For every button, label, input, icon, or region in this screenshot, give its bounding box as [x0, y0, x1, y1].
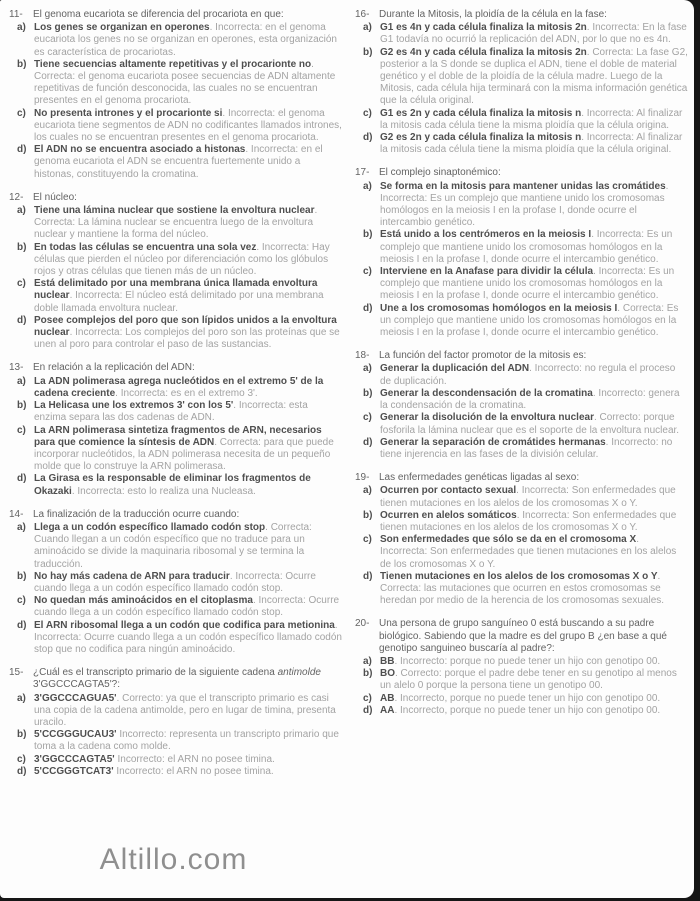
question-text: En relación a la replicación del ADN:	[33, 362, 195, 374]
option-text	[34, 595, 342, 619]
option-answer: G2 es 2n y cada célula finaliza la mitosis n	[380, 132, 582, 144]
option-row	[17, 522, 342, 571]
option-letter: b)	[17, 241, 27, 253]
option-row	[363, 412, 688, 436]
option-explanation: . Incorrecta: Al finalizar la mitosis cada célula tiene la misma ploidía que la célula origina.	[380, 107, 683, 131]
option-explanation: . Correcta: La fase G2, posterior a la S donde se duplica el ADN, tiene el doble de material genético y el doble de la ploidía de la célula madre. Luego de la Mitosis, cada célula hija terminará con la misma información genética que la célula original.	[380, 46, 688, 107]
option-explanation: . Incorrecta: Hay células que pierden el núcleo por diferenciación como los glóbulos rojos y otras células que tienen más de un núcleo.	[34, 241, 330, 278]
option-explanation: . Incorrecta: Ocurre cuando llega a un codón específico llamado codón stop.	[34, 595, 340, 619]
option-answer: BB	[380, 655, 395, 667]
option-letter: c)	[363, 266, 372, 278]
option-letter: a)	[17, 22, 26, 34]
option-answer: Generar la separación de cromátides hermanas	[380, 436, 606, 448]
options-list	[9, 22, 342, 181]
option-row	[363, 534, 688, 571]
option-letter: b)	[363, 387, 373, 399]
option-letter: b)	[363, 229, 373, 241]
option-row	[17, 242, 342, 279]
question-block	[355, 472, 688, 607]
option-row	[17, 400, 342, 424]
option-answer: 3'GGCCCAGUA5'	[34, 692, 117, 704]
option-explanation: . Incorrecta: Ocurre cuando llega a un codón específico llamado codón stop.	[34, 570, 316, 594]
option-letter: c)	[17, 595, 26, 607]
option-answer: Está unido a los centrómeros en la meiosis I	[380, 229, 592, 241]
option-explanation: . Incorrecto: genera la condensación de la cromatina.	[380, 387, 680, 412]
option-answer: G2 es 4n y cada célula finaliza la mitosis 2n	[380, 46, 587, 58]
option-explanation: . Incorrecta: Es un complejo que mantiene unido los cromosomas homólogos en la meiosis I en la profase I, donde ocurre el intercambio genético.	[380, 229, 673, 265]
option-explanation: . Correcto: porque el padre debe tener en su genotipo al menos un alelo 0 porque la persona tiene un genotipo 00.	[380, 668, 677, 692]
option-letter: d)	[17, 144, 27, 156]
option-explanation: Incorrecto: representa un transcripto primario que toma a la cadena como molde.	[34, 729, 339, 753]
option-explanation: . Correcta: el genoma eucariota posee secuencias de ADN altamente repetitivas de función desconocida, las cuales no se encuentran presentes en el genoma procariota.	[34, 58, 336, 107]
question-block	[9, 362, 342, 497]
option-letter: d)	[17, 619, 27, 631]
right-question-column	[355, 9, 688, 789]
option-explanation: . Incorrecta: Es un complejo que mantiene unido los cromosomas homólogos en la meiosis I en la profase I, donde ocurre el intercambio genético.	[380, 266, 675, 302]
option-letter: d)	[17, 314, 27, 326]
option-explanation: . Incorrecta: Ocurre cuando llega a un codón específico llamado codón stop que no codifica para ningún aminoácido.	[34, 619, 342, 655]
option-explanation: . Incorrecta: esta enzima separa las dos cadenas de ADN.	[34, 400, 308, 424]
option-answer: Une a los cromosomas homólogos en la meiosis I	[380, 302, 618, 314]
options-list	[355, 656, 688, 717]
option-letter: d)	[363, 302, 373, 314]
option-row	[363, 47, 688, 108]
option-answer: Llega a un codón específico llamado codón stop	[34, 521, 266, 533]
question-number: 15-	[9, 667, 24, 679]
option-text	[34, 522, 342, 571]
question-heading	[355, 472, 688, 484]
option-row	[363, 132, 688, 156]
question-text: ¿Cuál es el transcripto primario de la siguiente cadena antimolde 3'GGCCCAGTA5'?:	[33, 667, 321, 691]
options-list	[9, 693, 342, 778]
option-text	[380, 412, 688, 436]
option-text	[380, 485, 688, 509]
option-explanation: . Incorrecto: no regula el proceso de duplicación.	[380, 363, 676, 387]
option-explanation: . Incorrecto: no tiene injerencia en las fases de la división celular.	[380, 436, 673, 460]
option-letter: d)	[17, 765, 27, 777]
options-list	[355, 363, 688, 461]
option-text	[34, 620, 342, 657]
option-text	[34, 766, 342, 778]
option-row	[363, 668, 688, 692]
option-explanation: . Correcto: porque fosforila la lámina nuclear que es el soporte de la envoltura nuclear.	[380, 412, 680, 436]
option-text	[380, 388, 688, 412]
question-text: Una persona de grupo sanguíneo 0 está buscando a su padre biológico. Sabiendo que la madre es del grupo B ¿en base a qué genotipo sanguineo buscaría al padre?:	[379, 618, 667, 654]
question-text: El complejo sinaptonémico:	[379, 167, 501, 179]
option-text	[380, 668, 688, 692]
option-text	[34, 22, 342, 59]
option-answer: En todas las células se encuentra una sola vez	[34, 241, 257, 253]
option-answer: Tienen mutaciones en los alelos de los cromosomas X o Y	[380, 570, 658, 582]
option-text	[380, 181, 688, 230]
question-heading	[9, 667, 342, 691]
option-text	[380, 693, 688, 705]
options-list	[9, 205, 342, 351]
option-letter: b)	[17, 58, 27, 70]
option-explanation: . Correcto: ya que el transcripto primario es casi una copia de la cadena antimolde, pero en lugar de timina, presenta uracilo.	[34, 692, 336, 728]
option-explanation: . Incorrecta: El núcleo está delimitado por una membrana doble llamada envoltura nuclear.	[34, 290, 324, 314]
option-text	[34, 205, 342, 242]
question-block	[9, 9, 342, 181]
option-answer: Tiene una lámina nuclear que sostiene la envoltura nuclear	[34, 205, 315, 217]
question-heading	[355, 167, 688, 179]
option-explanation: . Incorrecta: en el genoma eucariota el ADN se encuentra fuertemente unido a histonas, constituyendo la cromatina.	[34, 144, 323, 180]
option-row	[17, 693, 342, 730]
option-explanation: . Correcta: las mutaciones que ocurren en estos cromosomas se heredan por medio de la herencia de los cromosomas sexuales.	[380, 570, 665, 607]
left-question-column	[9, 9, 342, 789]
option-text	[34, 571, 342, 595]
option-letter: a)	[17, 375, 26, 387]
question-heading	[355, 350, 688, 362]
option-text	[380, 303, 688, 340]
option-row	[17, 425, 342, 474]
question-number: 17-	[355, 167, 370, 179]
option-text	[380, 108, 688, 132]
option-row	[363, 705, 688, 717]
option-letter: d)	[363, 436, 373, 448]
option-answer: 5'CCGGGUCAU3'	[34, 729, 117, 741]
option-letter: d)	[17, 473, 27, 485]
option-answer: El ADN no se encuentra asociado a histonas	[34, 144, 246, 156]
question-block	[355, 167, 688, 339]
option-answer: Son enfermedades que sólo se da en el cromosoma X	[380, 534, 637, 546]
option-text	[34, 108, 342, 145]
option-explanation: Incorrecto: el ARN no posee timina.	[113, 765, 274, 777]
question-number: 11-	[9, 9, 23, 20]
option-explanation: . Incorrecta: Es un complejo que mantiene unido los cromosomas homólogos en la meiosis I en la profase I, donde ocurre el intercambio genético.	[380, 180, 669, 229]
option-text	[380, 656, 688, 668]
question-number: 13-	[9, 362, 24, 374]
altillo-logo: Altillo.com	[99, 843, 248, 876]
option-row	[17, 729, 342, 753]
question-text: La función del factor promotor de la mitosis es:	[379, 350, 587, 362]
option-row	[17, 754, 342, 766]
option-row	[17, 473, 342, 497]
option-explanation: . Incorrecto: porque no puede tener un hijo con genotipo 00.	[394, 655, 661, 667]
option-answer: BO	[380, 668, 395, 680]
option-explanation: . Correcta: Es un complejo que mantiene unido los cromosomas homólogos en la meiosis I en la profase I, donde ocurre el intercambio genético.	[380, 302, 679, 339]
option-row	[363, 108, 688, 132]
option-explanation: . Correcta: La lámina nuclear se encuentra luego de la envoltura nuclear y mantiene la forma del núcleo.	[34, 205, 318, 241]
question-text: El núcleo:	[33, 191, 77, 203]
option-row	[363, 437, 688, 461]
option-letter: c)	[363, 692, 372, 704]
option-letter: c)	[17, 424, 26, 436]
option-explanation: . Incorrecta: en el genoma eucariota los genes no se organizan en operones, esta organización es característica de procariotas.	[34, 22, 337, 58]
option-explanation: . Incorrecta: Son enfermedades que tienen mutaciones en los alelos de los cromosomas X o Y.	[380, 509, 677, 533]
option-text	[34, 278, 342, 315]
option-text	[380, 363, 688, 387]
option-answer: Interviene en la Anafase para dividir la célula	[380, 266, 594, 278]
options-list	[355, 485, 688, 607]
option-text	[380, 22, 688, 46]
option-letter: a)	[363, 655, 372, 667]
option-letter: d)	[363, 704, 373, 716]
option-text	[380, 534, 688, 571]
question-number: 18-	[355, 350, 370, 362]
option-explanation: . Incorrecto, porque no puede tener un hijo con genotipo 00.	[394, 692, 661, 704]
question-heading	[355, 9, 688, 21]
option-row	[363, 693, 688, 705]
question-heading	[9, 509, 342, 521]
option-row	[363, 229, 688, 266]
option-row	[17, 376, 342, 400]
option-answer: No hay más cadena de ARN para traducir	[34, 570, 230, 582]
question-block	[9, 192, 342, 352]
option-answer: La ADN polimerasa agrega nucleótidos en el extremo 5' de la cadena creciente	[34, 375, 324, 399]
option-letter: c)	[363, 534, 372, 546]
options-list	[355, 181, 688, 340]
option-row	[17, 595, 342, 619]
option-row	[363, 510, 688, 534]
option-answer: La ARN polimerasa sintetiza fragmentos de ARN, necesarios para que comience la síntesis de ADN	[34, 424, 322, 448]
option-text	[34, 315, 342, 352]
question-number: 20-	[355, 618, 370, 630]
option-text	[34, 376, 342, 400]
option-answer: Generar la duplicación del ADN	[380, 363, 530, 375]
option-letter: d)	[363, 132, 373, 144]
option-answer: La Girasa es la responsable de eliminar los fragmentos de Okazaki	[34, 473, 311, 497]
option-text	[34, 754, 342, 766]
option-explanation: . Incorrecta: esto lo realiza una Nucleasa.	[71, 485, 256, 497]
option-answer: El ARN ribosomal llega a un codón que codifica para metionina	[34, 619, 335, 631]
question-number: 12-	[9, 191, 24, 203]
option-text	[380, 266, 688, 303]
option-answer: AB	[380, 692, 395, 704]
option-answer: G1 es 2n y cada célula finaliza la mitosis n	[380, 107, 582, 119]
option-explanation: . Incorrecta: es en el extremo 3'.	[115, 387, 258, 399]
option-row	[17, 144, 342, 181]
option-explanation: . Incorrecta: Son enfermedades que tienen mutaciones en los alelos de los cromosomas X o Y.	[380, 485, 676, 509]
option-text	[380, 47, 688, 108]
option-answer: Está delimitado por una membrana única llamada envoltura nuclear	[34, 278, 318, 302]
option-answer: 3'GGCCCAGTA5'	[34, 753, 115, 765]
option-text	[34, 242, 342, 279]
option-answer: Ocurren por contacto sexual	[380, 485, 517, 497]
option-answer: Los genes se organizan en operones	[34, 22, 210, 34]
question-text: Durante la Mitosis, la ploidía de la célula en la fase:	[379, 9, 607, 20]
question-number: 14-	[9, 508, 24, 520]
question-block	[355, 9, 688, 156]
option-row	[363, 266, 688, 303]
option-row	[363, 363, 688, 387]
option-text	[380, 705, 688, 717]
option-answer: Tiene secuencias altamente repetitivas y el procarionte no	[34, 58, 312, 70]
option-answer: Posee complejos del poro que son lípidos unidos a la envoltura nuclear	[34, 314, 337, 339]
option-letter: c)	[17, 278, 26, 290]
option-letter: a)	[363, 363, 372, 375]
options-list	[9, 522, 342, 656]
question-heading	[9, 192, 342, 204]
option-row	[17, 571, 342, 595]
option-explanation: . Incorrecta: el genoma eucariota tiene segmentos de ADN no codificantes llamados intrones, los cuales no se encuentran presentes en el genoma procariota.	[34, 107, 342, 144]
question-number: 16-	[355, 9, 370, 20]
question-text: El genoma eucariota se diferencia del procariota en que:	[33, 9, 284, 20]
option-answer: La Helicasa une los extremos 3' con los 5'	[34, 400, 234, 412]
option-text	[34, 425, 342, 474]
option-row	[363, 388, 688, 412]
option-explanation: . Correcta: para que puede incorporar nucleótidos, la ADN polimerasa necesita de un pequeño molde que lo construye la ARN polimerasa.	[34, 436, 334, 473]
option-answer: G1 es 4n y cada célula finaliza la mitosis 2n	[380, 22, 587, 34]
question-block	[355, 350, 688, 461]
question-text: La finalización de la traducción ocurre cuando:	[33, 508, 240, 520]
option-text	[380, 437, 688, 461]
option-letter: a)	[363, 22, 372, 34]
option-text	[34, 473, 342, 497]
option-text	[34, 144, 342, 181]
option-text	[380, 229, 688, 266]
option-letter: b)	[363, 46, 373, 58]
option-row	[363, 22, 688, 46]
option-answer: No presenta intrones y el procarionte si	[34, 107, 223, 119]
option-explanation: . Incorrecto, porque no puede tener un hijo con genotipo 00.	[394, 704, 661, 716]
option-explanation: Incorrecto: el ARN no posee timina.	[114, 753, 275, 765]
option-row	[17, 620, 342, 657]
option-text	[380, 510, 688, 534]
option-letter: c)	[363, 107, 372, 119]
option-row	[363, 571, 688, 608]
question-number: 19-	[355, 472, 370, 484]
option-row	[17, 205, 342, 242]
option-letter: a)	[363, 180, 372, 192]
option-letter: a)	[363, 485, 372, 497]
option-explanation: . Incorrecta: En la fase G1 todavía no ocurrió la replicación del ADN, por lo que no es 4n.	[380, 22, 687, 46]
option-text	[34, 400, 342, 424]
option-answer: Generar la descondensación de la cromatina	[380, 387, 593, 399]
option-letter: b)	[17, 570, 27, 582]
option-row	[363, 485, 688, 509]
option-text	[380, 132, 688, 156]
option-answer: Generar la disolución de la envoltura nuclear	[380, 412, 594, 424]
option-letter: a)	[17, 692, 26, 704]
option-letter: a)	[17, 205, 26, 217]
option-row	[17, 315, 342, 352]
option-row	[17, 22, 342, 59]
option-letter: b)	[17, 400, 27, 412]
option-answer: Ocurren en alelos somáticos	[380, 509, 517, 521]
option-row	[363, 656, 688, 668]
option-explanation: . Incorrecta: Los complejos del poro son las proteínas que se unen al poro para controlar el paso de las sustancias.	[34, 327, 340, 351]
option-letter: b)	[363, 668, 373, 680]
option-answer: No quedan más aminoácidos en el citoplasma	[34, 595, 253, 607]
option-letter: a)	[17, 521, 26, 533]
option-text	[34, 693, 342, 730]
option-text	[34, 729, 342, 753]
option-answer: AA	[380, 704, 395, 716]
option-letter: b)	[17, 729, 27, 741]
question-heading	[355, 618, 688, 655]
option-letter: c)	[363, 412, 372, 424]
option-text	[380, 571, 688, 608]
option-explanation: . Incorrecta: Son enfermedades que tienen mutaciones en los alelos de los cromosomas X o Y.	[380, 534, 677, 570]
option-letter: c)	[17, 107, 26, 119]
option-row	[17, 766, 342, 778]
option-row	[17, 108, 342, 145]
option-letter: d)	[363, 570, 373, 582]
option-answer: 5'CCGGGTCAT3'	[34, 765, 114, 777]
option-row	[17, 59, 342, 108]
question-block	[355, 618, 688, 717]
question-block	[9, 667, 342, 778]
options-list	[9, 376, 342, 498]
option-letter: b)	[363, 509, 373, 521]
option-row	[363, 303, 688, 340]
option-row	[363, 181, 688, 230]
question-block	[9, 509, 342, 656]
option-row	[17, 278, 342, 315]
option-explanation: . Correcta: Cuando llegan a un codón específico que no traduce para un aminoácido se divide la maquinaria ribosomal y se termina la traducción.	[34, 521, 312, 570]
option-answer: Se forma en la mitosis para mantener unidas las cromátides	[380, 180, 666, 192]
question-heading	[9, 9, 342, 21]
options-list	[355, 22, 688, 156]
question-heading	[9, 362, 342, 374]
option-text	[34, 59, 342, 108]
option-letter: c)	[17, 753, 26, 765]
option-explanation: . Incorrecta: Al finalizar la mitosis cada célula tiene la misma ploidía que la célula original.	[380, 132, 683, 156]
question-text: Las enfermedades genéticas ligadas al sexo:	[379, 472, 580, 484]
